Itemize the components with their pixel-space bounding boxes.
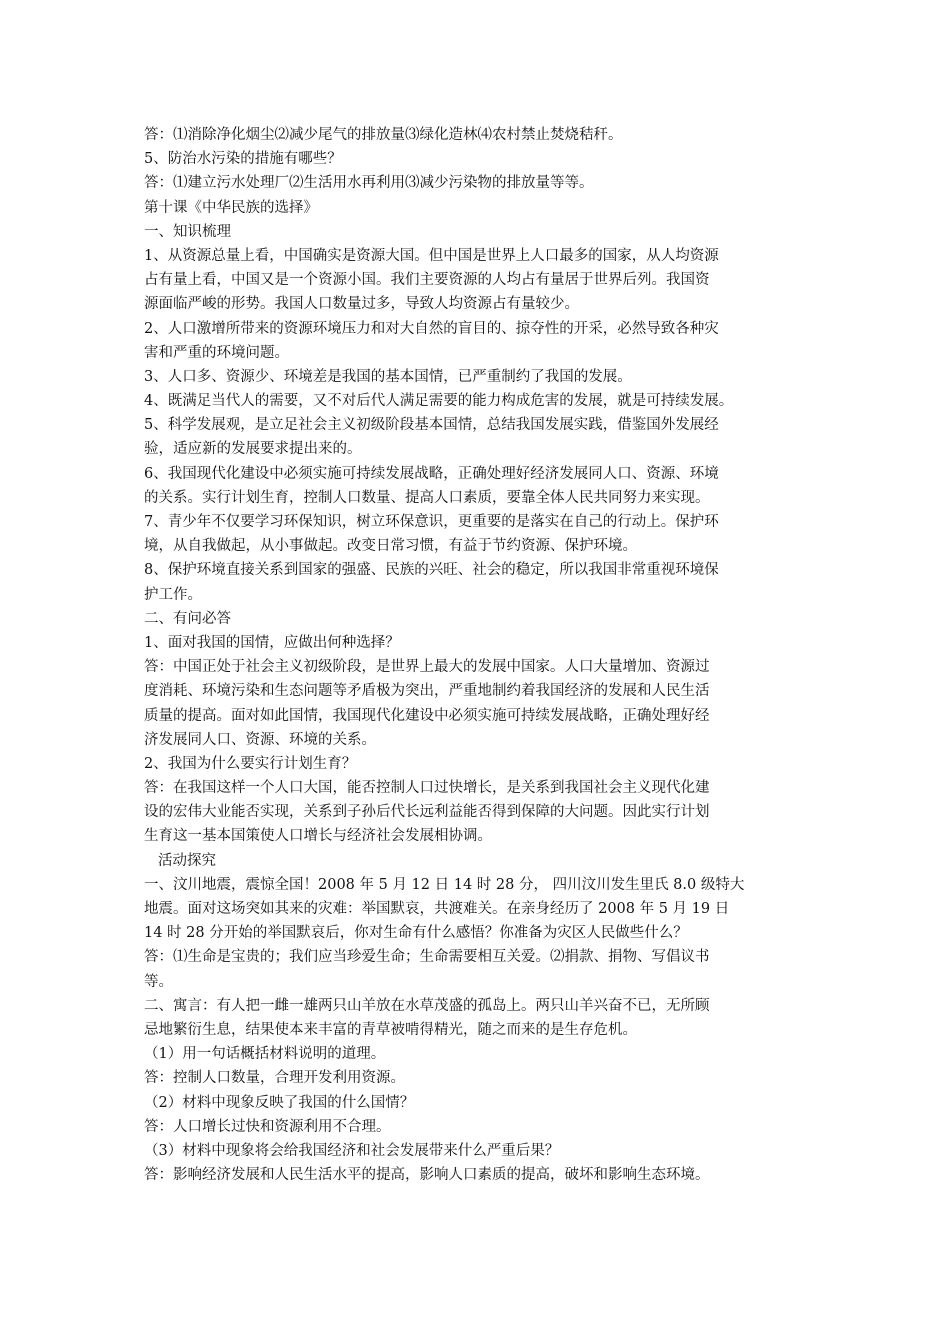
- text-line: 答：⑴生命是宝贵的；我们应当珍爱生命；生命需要相互关爱。⑵捐款、捐物、写倡议书: [144, 949, 710, 966]
- text-line: 济发展同人口、资源、环境的关系。: [144, 731, 376, 748]
- text-line: 6、我国现代化建设中必须实施可持续发展战略，正确处理好经济发展同人口、资源、环境: [144, 465, 719, 482]
- text-line: 的关系。实行计划生育，控制人口数量、提高人口素质，要靠全体人民共同努力来实现。: [144, 489, 710, 506]
- text-line: 验，适应新的发展要求提出来的。: [144, 441, 362, 458]
- text-line: 一、汶川地震，震惊全国！2008 年 5 月 12 日 14 时 28 分， 四川汶川发生里氏 8.0 级特大: [144, 876, 745, 893]
- text-line: 答：控制人口数量，合理开发利用资源。: [144, 1070, 405, 1087]
- text-line: 5、科学发展观，是立足社会主义初级阶段基本国情，总结我国发展实践，借鉴国外发展经: [144, 417, 719, 434]
- text-line: 等。: [144, 973, 173, 990]
- text-line: 4、既满足当代人的需要，又不对后代人满足需要的能力构成危害的发展，就是可持续发展。: [144, 393, 734, 410]
- text-line: 7、青少年不仅要学习环保知识，树立环保意识，更重要的是落实在自己的行动上。保护环: [144, 514, 719, 530]
- text-line: 活动探究: [158, 852, 216, 869]
- text-line: 生育这一基本国策使人口增长与经济社会发展相协调。: [144, 828, 492, 845]
- text-line: 占有量上看，中国又是一个资源小国。我们主要资源的人均占有量居于世界后列。我国资: [144, 272, 710, 289]
- text-line: 8、保护环境直接关系到国家的强盛、民族的兴旺、社会的稳定，所以我国非常重视环境保: [144, 562, 719, 579]
- text-line: 答：影响经济发展和人民生活水平的提高，影响人口素质的提高，破坏和影响生态环境。: [144, 1167, 710, 1184]
- text-line: 答：中国正处于社会主义初级阶段，是世界上最大的发展中国家。人口大量增加、资源过: [144, 659, 710, 676]
- text-line: 14 时 28 分开始的举国默哀后，你对生命有什么感悟？你准备为灾区人民做些什么？: [144, 925, 688, 942]
- text-line: 护工作。: [144, 586, 202, 603]
- text-line: 地震。面对这场突如其来的灾难：举国默哀，共渡难关。在亲身经历了 2008 年 5 月 19 日: [144, 901, 730, 917]
- text-line: 度消耗、环境污染和生态问题等矛盾极为突出，严重地制约着我国经济的发展和人民生活: [144, 683, 710, 700]
- text-line: 源面临严峻的形势。我国人口数量过多，导致人均资源占有量较少。: [144, 296, 579, 313]
- text-line: 设的宏伟大业能否实现，关系到子孙后代长远利益能否得到保障的大问题。因此实行计划: [144, 804, 710, 821]
- text-line: （3）材料中现象将会给我国经济和社会发展带来什么严重后果？: [144, 1142, 560, 1159]
- text-line: 答：人口增长过快和资源利用不合理。: [144, 1118, 391, 1135]
- text-line: 二、寓言：有人把一雌一雄两只山羊放在水草茂盛的孤岛上。两只山羊兴奋不已，无所顾: [144, 997, 710, 1014]
- text-line: 答：在我国这样一个人口大国，能否控制人口过快增长，是关系到我国社会主义现代化建: [144, 780, 710, 797]
- text-line: 答：⑴消除净化烟尘⑵减少尾气的排放量⑶绿化造林⑷农村禁止焚烧秸秆。: [144, 127, 623, 143]
- text-line: 3、人口多、资源少、环境差是我国的基本国情，已严重制约了我国的发展。: [144, 368, 632, 385]
- text-line: 1、面对我国的国情，应做出何种选择？: [144, 634, 400, 651]
- text-line: 境，从自我做起，从小事做起。改变日常习惯，有益于节约资源、保护环境。: [144, 538, 637, 555]
- text-line: 答：⑴建立污水处理厂⑵生活用水再利用⑶减少污染物的排放量等等。: [144, 175, 594, 192]
- text-line: 质量的提高。面对如此国情，我国现代化建设中必须实施可持续发展战略，正确处理好经: [144, 707, 710, 724]
- text-line: （1）用一句话概括材料说明的道理。: [144, 1046, 386, 1063]
- text-line: 1、从资源总量上看，中国确实是资源大国。但中国是世界上人口最多的国家，从人均资源: [144, 247, 719, 264]
- text-line: 二、有问必答: [144, 610, 231, 627]
- text-line: 忌地繁衍生息，结果使本来丰富的青草被啃得精光，随之而来的是生存危机。: [144, 1021, 637, 1038]
- text-line: 2、我国为什么要实行计划生育？: [144, 755, 357, 772]
- text-line: 第十课《中华民族的选择》: [144, 199, 318, 216]
- text-line: 5、防治水污染的措施有哪些？: [144, 151, 342, 168]
- text-line: （2）材料中现象反映了我国的什么国情？: [144, 1094, 415, 1111]
- text-line: 2、人口激增所带来的资源环境压力和对大自然的盲目的、掠夺性的开采，必然导致各种灾: [144, 320, 719, 337]
- text-line: 一、知识梳理: [144, 223, 231, 240]
- document-page: [144, 123, 814, 1187]
- text-line: 害和严重的环境问题。: [144, 344, 289, 361]
